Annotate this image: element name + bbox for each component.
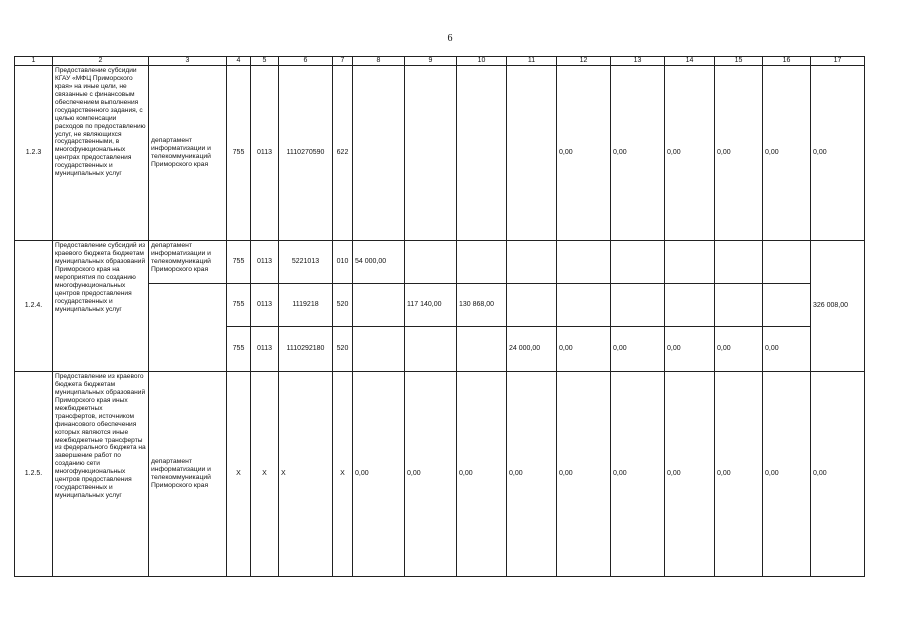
cell-col10	[457, 66, 507, 241]
header-cell: 12	[557, 57, 611, 66]
cell-col8: 54 000,00	[353, 241, 405, 284]
cell-col13: 0,00	[611, 327, 665, 372]
cell-col14	[665, 241, 715, 284]
row-department: департамент информатизации и телекоммуникаций Приморского края	[149, 66, 227, 241]
header-cell: 17	[811, 57, 865, 66]
row-number: 1.2.4.	[15, 241, 53, 372]
cell-col16	[763, 241, 811, 284]
cell-col12	[557, 241, 611, 284]
cell-col8	[353, 284, 405, 327]
budget-table	[14, 56, 865, 577]
cell-col16: 0,00	[763, 372, 811, 577]
cell-col10	[457, 241, 507, 284]
cell-col15: 0,00	[715, 327, 763, 372]
cell-col16	[763, 284, 811, 327]
row-number: 1.2.5.	[15, 372, 53, 577]
cell-col11	[507, 66, 557, 241]
cell-col13	[611, 284, 665, 327]
cell-col9: 117 140,00	[405, 284, 457, 327]
cell-col12: 0,00	[557, 66, 611, 241]
header-cell: 2	[53, 57, 149, 66]
cell-col16: 0,00	[763, 66, 811, 241]
cell-col4: X	[227, 372, 251, 577]
row-department-empty	[149, 284, 227, 372]
cell-col5: 0113	[251, 284, 279, 327]
cell-col9: 0,00	[405, 372, 457, 577]
row-description: Предоставление из краевого бюджета бюджетам муниципальных образований Приморского края иных межбюджетных трансфертов, источником финансового обеспечения которых являются иные межбюджетные трансферты из федерального бюджета на завершение работ по созданию сети многофункциональных центров предоставления государственных и муниципальных услуг	[53, 372, 149, 577]
cell-col12	[557, 284, 611, 327]
header-cell: 13	[611, 57, 665, 66]
cell-col11	[507, 241, 557, 284]
cell-col17: 0,00	[811, 372, 865, 577]
cell-col17-total: 326 008,00	[811, 241, 865, 372]
cell-col11	[507, 284, 557, 327]
cell-col15	[715, 284, 763, 327]
header-cell: 3	[149, 57, 227, 66]
cell-col9	[405, 241, 457, 284]
cell-col4: 755	[227, 66, 251, 241]
cell-col9	[405, 66, 457, 241]
cell-col4: 755	[227, 241, 251, 284]
cell-col10: 0,00	[457, 372, 507, 577]
table-row-1-2-5	[15, 372, 865, 577]
page-number: 6	[447, 33, 453, 44]
cell-col5: 0113	[251, 66, 279, 241]
header-cell: 11	[507, 57, 557, 66]
header-cell: 9	[405, 57, 457, 66]
header-cell: 8	[353, 57, 405, 66]
cell-col6: 1110270590	[279, 66, 333, 241]
cell-col8: 0,00	[353, 372, 405, 577]
cell-col15: 0,00	[715, 66, 763, 241]
cell-col14: 0,00	[665, 372, 715, 577]
header-cell: 14	[665, 57, 715, 66]
cell-col16: 0,00	[763, 327, 811, 372]
cell-col9	[405, 327, 457, 372]
header-cell: 15	[715, 57, 763, 66]
cell-col7: 520	[333, 327, 353, 372]
cell-col14	[665, 284, 715, 327]
row-department: департамент информатизации и телекоммуникаций Приморского края	[149, 372, 227, 577]
header-cell: 10	[457, 57, 507, 66]
cell-col17: 0,00	[811, 66, 865, 241]
header-cell: 7	[333, 57, 353, 66]
cell-col14: 0,00	[665, 327, 715, 372]
cell-col12: 0,00	[557, 372, 611, 577]
cell-col8	[353, 66, 405, 241]
cell-col8	[353, 327, 405, 372]
cell-col13	[611, 241, 665, 284]
cell-col13: 0,00	[611, 66, 665, 241]
row-description: Предоставление субсидий из краевого бюджета бюджетам муниципальных образований Приморского края на мероприятия по созданию многофункциональных центров предоставления государственных и муниципальных услуг	[53, 241, 149, 372]
cell-col7: 622	[333, 66, 353, 241]
header-cell: 6	[279, 57, 333, 66]
cell-col6: 1119218	[279, 284, 333, 327]
table-row-1-2-3	[15, 66, 865, 241]
cell-col7: 010	[333, 241, 353, 284]
cell-col4: 755	[227, 284, 251, 327]
header-cell: 4	[227, 57, 251, 66]
cell-col5: 0113	[251, 327, 279, 372]
cell-col11: 0,00	[507, 372, 557, 577]
cell-col12: 0,00	[557, 327, 611, 372]
header-row	[15, 57, 865, 66]
row-description: Предоставление субсидии КГАУ «МФЦ Приморского края» на иные цели, не связанные с финансовым обеспечением выполнения государственного задания, с целью компенсации расходов по предоставлению услуг, не являющихся государственными, в многофункциональных центрах предоставления государственных и муниципальных услуг	[53, 66, 149, 241]
cell-col15	[715, 241, 763, 284]
cell-col13: 0,00	[611, 372, 665, 577]
cell-col6: 5221013	[279, 241, 333, 284]
cell-col4: 755	[227, 327, 251, 372]
cell-col7: 520	[333, 284, 353, 327]
row-department: департамент информатизации и телекоммуникаций Приморского края	[149, 241, 227, 284]
cell-col10	[457, 327, 507, 372]
header-cell: 16	[763, 57, 811, 66]
cell-col6: 1110292180	[279, 327, 333, 372]
cell-col7: X	[333, 372, 353, 577]
cell-col6: X	[279, 372, 333, 577]
table-row-1-2-4-a	[15, 241, 865, 284]
row-number: 1.2.3	[15, 66, 53, 241]
header-cell: 1	[15, 57, 53, 66]
cell-col14: 0,00	[665, 66, 715, 241]
cell-col5: X	[251, 372, 279, 577]
cell-col15: 0,00	[715, 372, 763, 577]
header-cell: 5	[251, 57, 279, 66]
cell-col11: 24 000,00	[507, 327, 557, 372]
cell-col5: 0113	[251, 241, 279, 284]
cell-col10: 130 868,00	[457, 284, 507, 327]
